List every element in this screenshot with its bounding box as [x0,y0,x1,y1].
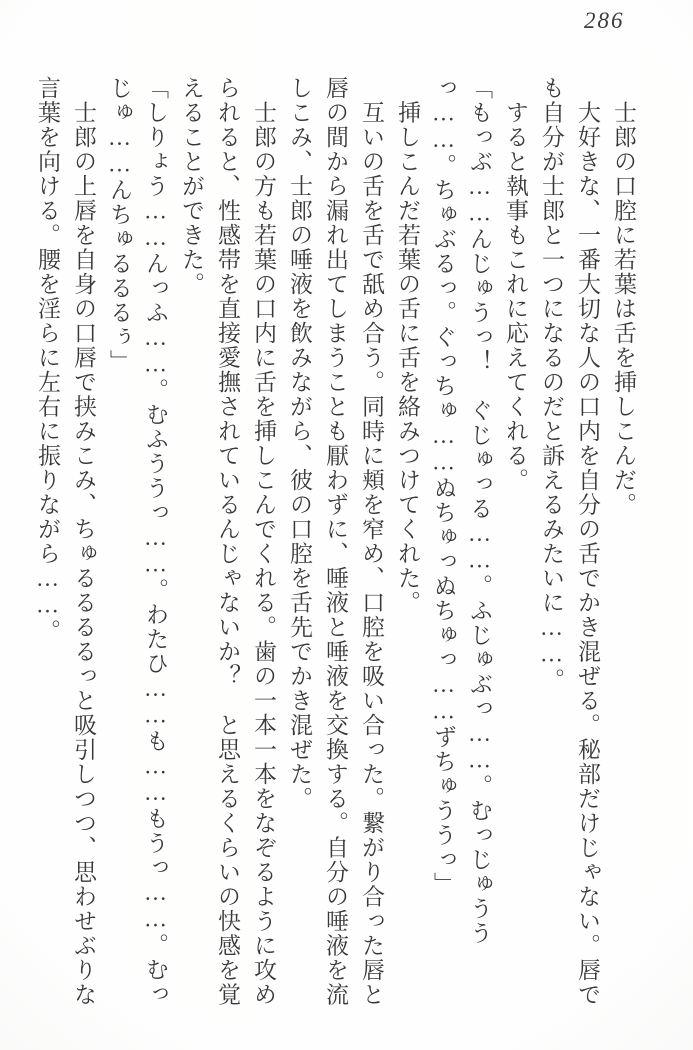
paragraph-dialogue: 「もっぶ……んじゅうっ！ ぐじゅっる……。ふじゅぶっ……。むっじゅううっ……。ちゅぶるっ。ぐっちゅ……ぬちゅっぬちゅっ……ずちゅううっ」 [431,76,492,946]
paragraph: 大好きな、一番大切な人の口内を自分の舌でかき混ぜる。秘部だけじゃない。唇でも自分が士郎と一つになるのだと訴えるみたいに……。 [539,76,600,1007]
paragraph-dialogue: 「しりょう……んっふ……。むふううっ……。わたひ……も……もうっ……。むっじゅ……んちゅるるるぅ」 [107,76,168,1007]
paragraph: 士郎の口腔に若葉は舌を挿しこんだ。 [611,76,636,517]
paragraph: 士郎の方も若葉の口内に舌を挿しこんでくれる。歯の一本一本をなぞるように攻められると、性感帯を直接愛撫されているんじゃないか？ と思えるくらいの快感を覚えることができた。 [179,76,276,1007]
paragraph: 挿しこんだ若葉の舌に舌を絡みつけてくれた。 [395,76,420,615]
page-number: 286 [584,8,625,33]
paragraph: 互いの舌を舌で舐め合う。同時に頬を窄め、口腔を吸い合った。繋がり合った唇と唇の間から漏れ出てしまうことも厭わずに、唾液と唾液を交換する。自分の唾液を流しこみ、士郎の唾液を飲みながら、彼の口腔を舌先でかき混ぜた。 [287,76,384,1007]
text-block [29,76,641,1011]
paragraph: すると執事もこれに応えてくれる。 [503,76,528,493]
paragraph: 士郎の上唇を自身の口唇で挟みこみ、ちゅるるるるっと吸引しつつ、思わせぶりな言葉を向ける。腰を淫らに左右に振りながら……。 [35,76,96,1007]
